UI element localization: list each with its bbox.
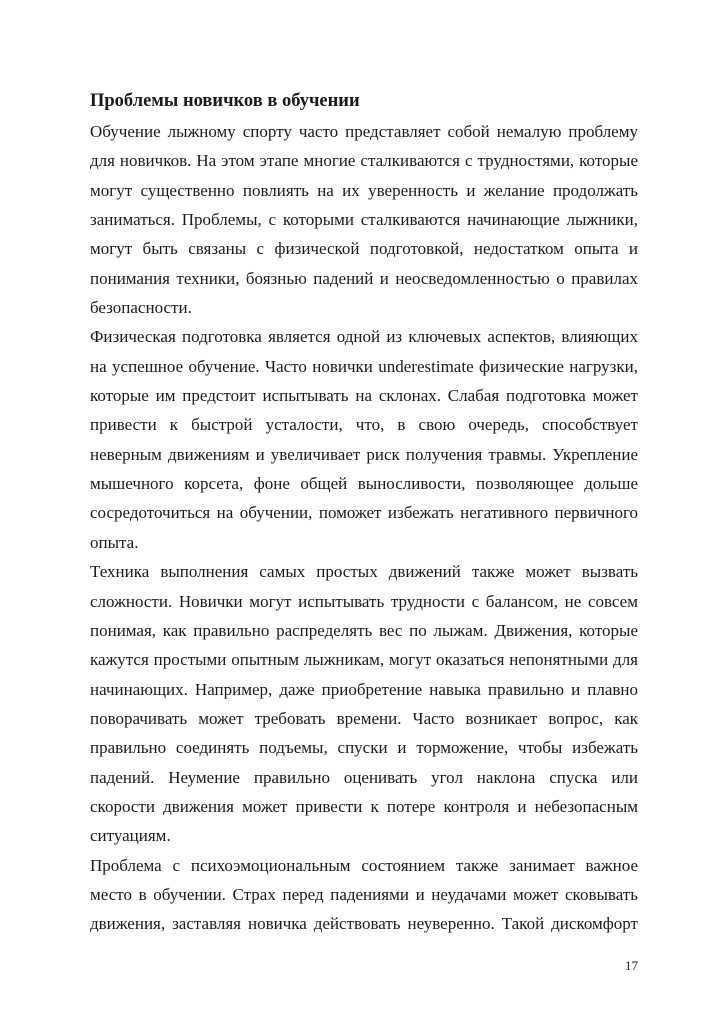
- page-number: 17: [625, 958, 638, 973]
- text-line: начинающих. Например, даже приобретение навыка правильно и плавно: [90, 679, 638, 699]
- text-line: которые им предстоит испытывать на склонах. Слабая подготовка может: [90, 386, 638, 406]
- text-line: мышечного корсета, фоне общей выносливости, позволяющее дольше: [90, 474, 638, 494]
- text-line: неверным движениям и увеличивает риск получения травмы. Укрепление: [90, 444, 638, 464]
- paragraph: [90, 117, 638, 322]
- text-line: Обучение лыжному спорту часто представляет собой немалую проблему: [90, 122, 638, 141]
- paragraph: [90, 322, 638, 557]
- text-line: скорости движения может привести к потере контроля и небезопасным: [90, 796, 638, 816]
- text-line: заниматься. Проблемы, с которыми сталкиваются начинающие лыжники,: [90, 210, 638, 230]
- text-line: безопасности.: [90, 298, 192, 318]
- text-line: ситуациям.: [90, 826, 171, 846]
- text-line: привести к быстрой усталости, что, в свою очередь, способствует: [90, 415, 638, 435]
- text-line: кажутся простыми опытным лыжникам, могут оказаться непонятными для: [90, 650, 638, 670]
- text-line: сосредоточиться на обучении, поможет избежать негативного первичного: [90, 503, 638, 523]
- paragraph: [90, 851, 638, 939]
- text-line: место в обучении. Страх перед падениями и неудачами может сковывать: [90, 884, 638, 904]
- text-line: понимая, как правильно распределять вес по лыжам. Движения, которые: [90, 620, 638, 640]
- text-line: движения, заставляя новичка действовать неуверенно. Такой дискомфорт: [90, 914, 638, 934]
- text-line: могут существенно повлиять на их уверенность и желание продолжать: [90, 180, 638, 200]
- text-line: поворачивать может требовать времени. Часто возникает вопрос, как: [90, 708, 638, 728]
- section-heading: Проблемы новичков в обучении: [90, 91, 360, 111]
- text-line: сложности. Новички могут испытывать трудности с балансом, не совсем: [90, 591, 638, 611]
- text-line: падений. Неумение правильно оценивать угол наклона спуска или: [90, 767, 638, 787]
- text-line: могут быть связаны с физической подготовкой, недостатком опыта и: [90, 239, 638, 259]
- text-line: Физическая подготовка является одной из ключевых аспектов, влияющих: [90, 327, 638, 347]
- paragraph: [90, 557, 638, 850]
- text-line: Техника выполнения самых простых движений также может вызвать: [90, 562, 638, 582]
- text-line: на успешное обучение. Часто новички underestimate физические нагрузки,: [90, 356, 638, 376]
- text-line: понимания техники, боязнью падений и неосведомленностью о правилах: [90, 268, 638, 288]
- text-line: опыта.: [90, 532, 139, 552]
- body-text: [90, 117, 638, 939]
- text-line: правильно соединять подъемы, спуски и торможение, чтобы избежать: [90, 738, 638, 758]
- text-line: Проблема с психоэмоциональным состоянием также занимает важное: [90, 855, 638, 875]
- text-line: для новичков. На этом этапе многие сталкиваются с трудностями, которые: [90, 151, 638, 171]
